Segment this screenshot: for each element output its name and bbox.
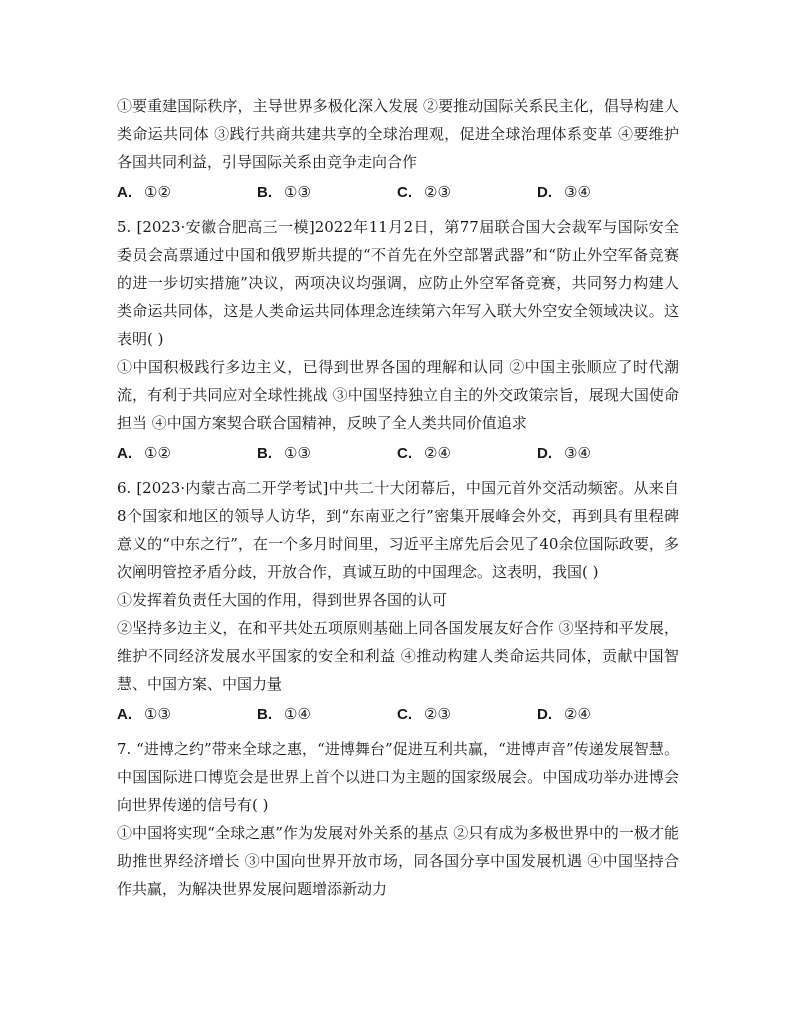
q6-option-d[interactable]: D. ②④ (537, 705, 591, 723)
q5-option-d[interactable]: D. ③④ (537, 444, 591, 462)
q4-option-d[interactable]: D. ③④ (537, 183, 591, 201)
q4-options (117, 178, 679, 207)
q5-statements: ①中国积极践行多边主义，已得到世界各国的理解和认同 ②中国主张顺应了时代潮流，有利于共同应对全球性挑战 ③中国坚持独立自主的外交政策宗旨，展现大国使命担当 ④中国方案契合联合国精神，反映了全人类共同价值追求 (117, 358, 679, 432)
q6-option-b[interactable]: B. ①④ (257, 705, 311, 723)
q5-option-b[interactable]: B. ①③ (257, 444, 311, 462)
q6-statements-2-4: ②坚持多边主义，在和平共处五项原则基础上同各国发展友好合作 ③坚持和平发展，维护不同经济发展水平国家的安全和利益 ④推动构建人类命运共同体，贡献中国智慧、中国方案、中国力量 (117, 619, 679, 693)
q7-stem: 7. “进博之约”带来全球之惠，“进博舞台”促进互利共赢，“进博声音”传递发展智慧。中国国际进口博览会是世界上首个以进口为主题的国家级展会。中国成功举办进博会向世界传递的信号有( ) (117, 740, 679, 814)
q6-options (117, 700, 679, 729)
q6-option-a[interactable]: A. ①③ (117, 705, 171, 723)
q5-option-a[interactable]: A. ①② (117, 444, 171, 462)
q4-statements: ①要重建国际秩序，主导世界多极化深入发展 ②要推动国际关系民主化，倡导构建人类命运共同体 ③践行共商共建共享的全球治理观，促进全球治理体系变革 ④要维护各国共同利益，引导国际关系由竞争走向合作 (117, 97, 679, 171)
q5-option-c[interactable]: C. ②④ (397, 444, 451, 462)
q6-stem: 6. [2023·内蒙古高二开学考试]中共二十大闭幕后，中国元首外交活动频密。从来自8个国家和地区的领导人访华，到“东南亚之行”密集开展峰会外交，再到具有里程碑意义的“中东之行”，在一个多月时间里，习近平主席先后会见了40余位国际政要，多次阐明管控矛盾分歧，开放合作，真诚互助的中国理念。这表明，我国( ) (117, 479, 679, 581)
document-page (117, 92, 679, 903)
q5-options (117, 439, 679, 468)
q5-stem: 5. [2023·安徽合肥高三一模]2022年11月2日，第77届联合国大会裁军与国际安全委员会高票通过中国和俄罗斯共提的“不首先在外空部署武器”和“防止外空军备竞赛的进一步切实措施”决议，两项决议均强调，应防止外空军备竞赛，共同努力构建人类命运共同体，这是人类命运共同体理念连续第六年写入联大外空安全领域决议。这表明( ) (117, 218, 679, 348)
q4-option-c[interactable]: C. ②③ (397, 183, 451, 201)
q4-option-b[interactable]: B. ①③ (257, 183, 311, 201)
q4-option-a[interactable]: A. ①② (117, 183, 171, 201)
q6-statement-1: ①发挥着负责任大国的作用，得到世界各国的认可 (117, 591, 448, 609)
q6-option-c[interactable]: C. ②③ (397, 705, 451, 723)
q7-statements: ①中国将实现“全球之惠”作为发展对外关系的基点 ②只有成为多极世界中的一极才能助推世界经济增长 ③中国向世界开放市场，同各国分享中国发展机遇 ④中国坚持合作共赢，为解决世界发展问题增添新动力 (117, 824, 679, 898)
